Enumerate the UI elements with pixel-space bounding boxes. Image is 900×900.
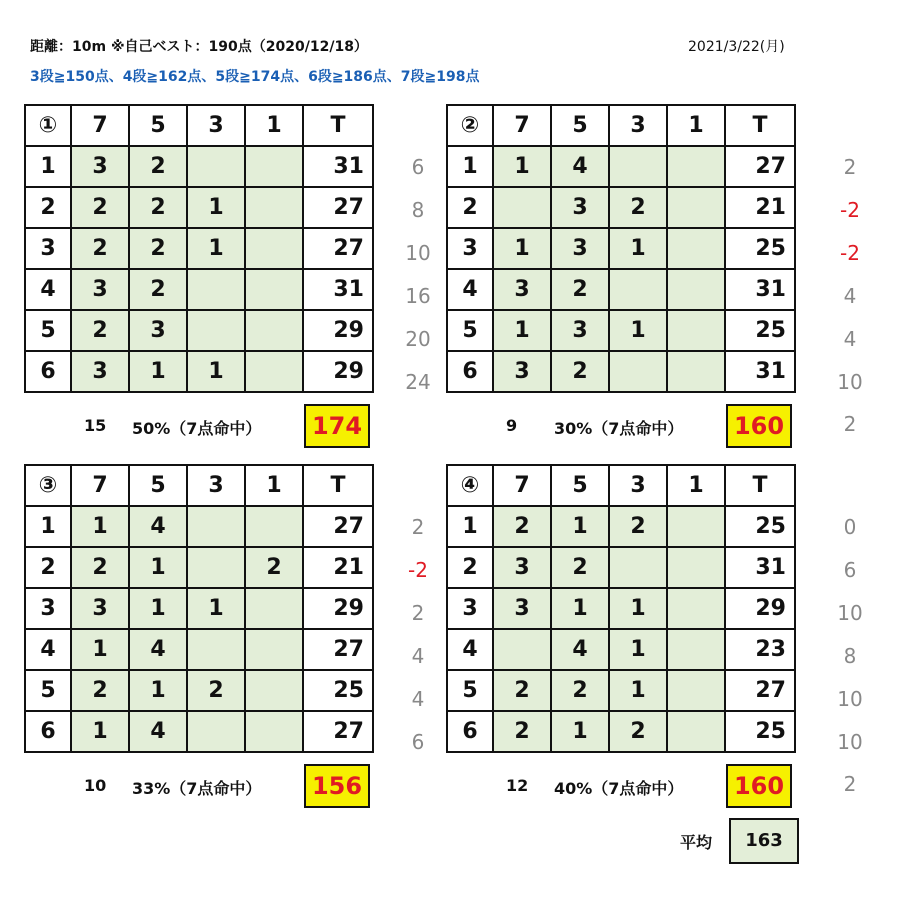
hit-count-3: 1 bbox=[609, 670, 667, 711]
end-number: 1 bbox=[447, 146, 493, 187]
round-label: ② bbox=[447, 105, 493, 146]
round-4-table bbox=[446, 464, 794, 753]
hit-count-1 bbox=[245, 351, 303, 392]
hit-count-7: 1 bbox=[71, 629, 129, 670]
end-total: 29 bbox=[303, 310, 373, 351]
hit-count-5: 2 bbox=[551, 269, 609, 310]
column-header: T bbox=[725, 105, 795, 146]
average-label: 平均 bbox=[680, 833, 713, 852]
hit-count-5: 3 bbox=[551, 228, 609, 269]
hit-count-5: 3 bbox=[551, 310, 609, 351]
hit-count-7: 3 bbox=[71, 588, 129, 629]
end-total: 29 bbox=[303, 351, 373, 392]
table-row bbox=[25, 310, 373, 351]
average-value: 163 bbox=[729, 818, 799, 864]
hit-count-7: 3 bbox=[493, 269, 551, 310]
hit-count-5: 1 bbox=[129, 588, 187, 629]
end-number: 2 bbox=[447, 187, 493, 228]
end-total: 31 bbox=[725, 547, 795, 588]
hit-count-5: 2 bbox=[129, 228, 187, 269]
end-total: 27 bbox=[303, 629, 373, 670]
hit-count-5: 3 bbox=[551, 187, 609, 228]
hit-count-7: 2 bbox=[71, 310, 129, 351]
hit-count-1 bbox=[245, 146, 303, 187]
hit-count-5: 4 bbox=[129, 629, 187, 670]
round-total: 156 bbox=[304, 764, 370, 808]
end-total: 27 bbox=[303, 506, 373, 547]
end-total: 27 bbox=[303, 711, 373, 752]
end-number: 6 bbox=[447, 351, 493, 392]
hit-count-1 bbox=[667, 711, 725, 752]
round-summary bbox=[24, 406, 372, 444]
total-difference: 2 bbox=[843, 412, 857, 436]
hit-count-1 bbox=[667, 547, 725, 588]
score-difference: 10 bbox=[837, 601, 863, 625]
hit-count-7: 3 bbox=[71, 146, 129, 187]
end-number: 3 bbox=[447, 588, 493, 629]
end-number: 3 bbox=[447, 228, 493, 269]
score-difference: 4 bbox=[843, 327, 857, 351]
end-number: 5 bbox=[25, 670, 71, 711]
hit-count-7: 3 bbox=[493, 351, 551, 392]
hit-count-7: 3 bbox=[493, 588, 551, 629]
end-total: 31 bbox=[725, 269, 795, 310]
hit-count-5: 2 bbox=[129, 269, 187, 310]
hit-count-3: 1 bbox=[187, 187, 245, 228]
table-row bbox=[25, 588, 373, 629]
column-header: 7 bbox=[493, 465, 551, 506]
end-total: 29 bbox=[725, 588, 795, 629]
hit-count-7: 2 bbox=[493, 670, 551, 711]
score-difference: 2 bbox=[411, 515, 425, 539]
end-number: 6 bbox=[25, 351, 71, 392]
hit-count-7 bbox=[493, 187, 551, 228]
hit-count-7: 2 bbox=[493, 506, 551, 547]
column-header: 7 bbox=[71, 465, 129, 506]
hit-count-1 bbox=[667, 351, 725, 392]
end-number: 6 bbox=[447, 711, 493, 752]
score-difference: 10 bbox=[837, 370, 863, 394]
hit-count-5: 1 bbox=[129, 547, 187, 588]
round-summary bbox=[446, 766, 794, 804]
hit-count-7: 3 bbox=[71, 351, 129, 392]
hit-count-3 bbox=[187, 711, 245, 752]
hit-count-7: 2 bbox=[71, 670, 129, 711]
hit-count-7: 3 bbox=[71, 269, 129, 310]
table-row bbox=[447, 711, 795, 752]
column-header: 1 bbox=[667, 105, 725, 146]
score-difference: 6 bbox=[411, 155, 425, 179]
round-total: 160 bbox=[726, 764, 792, 808]
end-number: 5 bbox=[447, 670, 493, 711]
hit-count-3: 1 bbox=[187, 228, 245, 269]
table-row bbox=[447, 187, 795, 228]
score-difference: 24 bbox=[405, 370, 431, 394]
rank-thresholds: 3段≧150点、4段≧162点、5段≧174点、6段≧186点、7段≧198点 bbox=[30, 69, 480, 85]
hit-count-7: 2 bbox=[493, 711, 551, 752]
hit-count-1 bbox=[667, 629, 725, 670]
score-difference: -2 bbox=[408, 558, 428, 582]
hit-count-3: 2 bbox=[609, 506, 667, 547]
hit-count-3 bbox=[609, 547, 667, 588]
hit-count-5: 4 bbox=[129, 711, 187, 752]
hit-count-1 bbox=[667, 310, 725, 351]
distance-header: 距離：10m ※自己ベスト：190点（2020/12/18） bbox=[30, 39, 368, 55]
score-difference: -2 bbox=[840, 198, 860, 222]
score-difference: 16 bbox=[405, 284, 431, 308]
end-number: 1 bbox=[447, 506, 493, 547]
end-number: 4 bbox=[447, 629, 493, 670]
end-total: 31 bbox=[303, 146, 373, 187]
hit-count-1 bbox=[667, 588, 725, 629]
round-label: ④ bbox=[447, 465, 493, 506]
hit-count-3 bbox=[609, 146, 667, 187]
seven-hit-count: 9 bbox=[506, 416, 518, 435]
column-header: 3 bbox=[187, 105, 245, 146]
hit-count-7: 2 bbox=[71, 547, 129, 588]
table-row bbox=[447, 351, 795, 392]
hit-count-7: 1 bbox=[71, 711, 129, 752]
hit-count-1 bbox=[667, 670, 725, 711]
total-difference: 2 bbox=[843, 772, 857, 796]
hit-count-3: 2 bbox=[609, 711, 667, 752]
hit-count-1 bbox=[245, 711, 303, 752]
column-header: 3 bbox=[187, 465, 245, 506]
score-difference: 4 bbox=[411, 687, 425, 711]
hit-count-5: 3 bbox=[129, 310, 187, 351]
seven-hit-rate: 33%（7点命中） bbox=[132, 779, 262, 798]
hit-count-1 bbox=[667, 146, 725, 187]
round-summary bbox=[24, 766, 372, 804]
hit-count-5: 1 bbox=[129, 670, 187, 711]
hit-count-1 bbox=[667, 269, 725, 310]
hit-count-3: 1 bbox=[609, 629, 667, 670]
column-header: 5 bbox=[551, 105, 609, 146]
hit-count-3 bbox=[187, 629, 245, 670]
table-header-row bbox=[447, 105, 795, 146]
hit-count-1 bbox=[245, 629, 303, 670]
table-row bbox=[447, 506, 795, 547]
hit-count-3: 1 bbox=[609, 588, 667, 629]
end-number: 6 bbox=[25, 711, 71, 752]
hit-count-1 bbox=[245, 310, 303, 351]
column-header: 7 bbox=[493, 105, 551, 146]
end-number: 1 bbox=[25, 506, 71, 547]
end-number: 5 bbox=[447, 310, 493, 351]
table-row bbox=[447, 547, 795, 588]
hit-count-5: 2 bbox=[551, 670, 609, 711]
table-row bbox=[447, 588, 795, 629]
hit-count-3 bbox=[187, 506, 245, 547]
hit-count-3: 1 bbox=[609, 310, 667, 351]
seven-hit-count: 15 bbox=[84, 416, 107, 435]
hit-count-7: 2 bbox=[71, 228, 129, 269]
hit-count-1 bbox=[245, 588, 303, 629]
hit-count-3 bbox=[609, 351, 667, 392]
date-label: 2021/3/22(月) bbox=[688, 39, 785, 55]
column-header: 5 bbox=[129, 105, 187, 146]
column-header: 5 bbox=[129, 465, 187, 506]
end-number: 5 bbox=[25, 310, 71, 351]
hit-count-3 bbox=[187, 146, 245, 187]
end-total: 27 bbox=[303, 187, 373, 228]
end-number: 2 bbox=[25, 187, 71, 228]
table-header-row bbox=[25, 105, 373, 146]
end-total: 29 bbox=[303, 588, 373, 629]
hit-count-3: 1 bbox=[187, 351, 245, 392]
hit-count-3 bbox=[187, 269, 245, 310]
hit-count-1 bbox=[667, 228, 725, 269]
end-total: 31 bbox=[725, 351, 795, 392]
end-total: 27 bbox=[725, 670, 795, 711]
end-total: 25 bbox=[725, 228, 795, 269]
score-difference: 6 bbox=[843, 558, 857, 582]
score-difference: 20 bbox=[405, 327, 431, 351]
round-2-table bbox=[446, 104, 794, 393]
end-total: 21 bbox=[303, 547, 373, 588]
score-difference: 10 bbox=[837, 687, 863, 711]
hit-count-1 bbox=[245, 670, 303, 711]
hit-count-1 bbox=[245, 506, 303, 547]
hit-count-3: 1 bbox=[609, 228, 667, 269]
hit-count-3 bbox=[187, 547, 245, 588]
end-total: 21 bbox=[725, 187, 795, 228]
hit-count-3: 1 bbox=[187, 588, 245, 629]
end-number: 4 bbox=[25, 629, 71, 670]
end-number: 1 bbox=[25, 146, 71, 187]
hit-count-5: 2 bbox=[129, 146, 187, 187]
hit-count-3: 2 bbox=[609, 187, 667, 228]
end-total: 25 bbox=[725, 711, 795, 752]
hit-count-7: 2 bbox=[71, 187, 129, 228]
table-row bbox=[447, 269, 795, 310]
table-row bbox=[447, 629, 795, 670]
hit-count-5: 4 bbox=[129, 506, 187, 547]
end-total: 25 bbox=[725, 506, 795, 547]
hit-count-1 bbox=[667, 187, 725, 228]
hit-count-5: 2 bbox=[551, 351, 609, 392]
table-row bbox=[447, 670, 795, 711]
score-difference: 2 bbox=[843, 155, 857, 179]
hit-count-5: 2 bbox=[129, 187, 187, 228]
round-total: 174 bbox=[304, 404, 370, 448]
score-difference: 8 bbox=[843, 644, 857, 668]
hit-count-1 bbox=[667, 506, 725, 547]
column-header: 3 bbox=[609, 465, 667, 506]
hit-count-5: 1 bbox=[551, 588, 609, 629]
column-header: T bbox=[303, 465, 373, 506]
hit-count-5: 4 bbox=[551, 629, 609, 670]
hit-count-5: 2 bbox=[551, 547, 609, 588]
hit-count-7: 1 bbox=[493, 146, 551, 187]
score-difference: 4 bbox=[843, 284, 857, 308]
score-difference: 6 bbox=[411, 730, 425, 754]
column-header: T bbox=[725, 465, 795, 506]
round-label: ③ bbox=[25, 465, 71, 506]
end-total: 25 bbox=[725, 310, 795, 351]
end-number: 3 bbox=[25, 228, 71, 269]
column-header: 5 bbox=[551, 465, 609, 506]
table-row bbox=[447, 310, 795, 351]
table-row bbox=[25, 670, 373, 711]
hit-count-1 bbox=[245, 269, 303, 310]
table-header-row bbox=[25, 465, 373, 506]
table-row bbox=[25, 228, 373, 269]
table-row bbox=[25, 629, 373, 670]
column-header: 7 bbox=[71, 105, 129, 146]
seven-hit-rate: 30%（7点命中） bbox=[554, 419, 684, 438]
seven-hit-count: 12 bbox=[506, 776, 529, 795]
end-number: 3 bbox=[25, 588, 71, 629]
hit-count-1: 2 bbox=[245, 547, 303, 588]
end-total: 27 bbox=[725, 146, 795, 187]
hit-count-7: 1 bbox=[493, 228, 551, 269]
score-difference: 10 bbox=[837, 730, 863, 754]
end-total: 31 bbox=[303, 269, 373, 310]
table-row bbox=[25, 146, 373, 187]
score-difference: 2 bbox=[411, 601, 425, 625]
hit-count-5: 1 bbox=[129, 351, 187, 392]
table-row bbox=[25, 711, 373, 752]
table-row bbox=[25, 351, 373, 392]
hit-count-1 bbox=[245, 228, 303, 269]
end-number: 2 bbox=[447, 547, 493, 588]
table-header-row bbox=[447, 465, 795, 506]
end-number: 4 bbox=[25, 269, 71, 310]
end-number: 2 bbox=[25, 547, 71, 588]
hit-count-7 bbox=[493, 629, 551, 670]
hit-count-7: 1 bbox=[493, 310, 551, 351]
end-total: 27 bbox=[303, 228, 373, 269]
table-row bbox=[25, 547, 373, 588]
table-row bbox=[447, 228, 795, 269]
end-total: 23 bbox=[725, 629, 795, 670]
column-header: 3 bbox=[609, 105, 667, 146]
seven-hit-count: 10 bbox=[84, 776, 107, 795]
end-number: 4 bbox=[447, 269, 493, 310]
round-1-table bbox=[24, 104, 372, 393]
hit-count-3 bbox=[609, 269, 667, 310]
end-total: 25 bbox=[303, 670, 373, 711]
score-difference: 4 bbox=[411, 644, 425, 668]
score-difference: -2 bbox=[840, 241, 860, 265]
hit-count-5: 1 bbox=[551, 711, 609, 752]
hit-count-3 bbox=[187, 310, 245, 351]
hit-count-1 bbox=[245, 187, 303, 228]
hit-count-7: 1 bbox=[71, 506, 129, 547]
round-total: 160 bbox=[726, 404, 792, 448]
table-row bbox=[447, 146, 795, 187]
hit-count-3: 2 bbox=[187, 670, 245, 711]
hit-count-5: 1 bbox=[551, 506, 609, 547]
table-row bbox=[25, 187, 373, 228]
column-header: 1 bbox=[245, 105, 303, 146]
table-row bbox=[25, 269, 373, 310]
seven-hit-rate: 50%（7点命中） bbox=[132, 419, 262, 438]
column-header: 1 bbox=[245, 465, 303, 506]
hit-count-5: 4 bbox=[551, 146, 609, 187]
hit-count-7: 3 bbox=[493, 547, 551, 588]
seven-hit-rate: 40%（7点命中） bbox=[554, 779, 684, 798]
round-summary bbox=[446, 406, 794, 444]
column-header: 1 bbox=[667, 465, 725, 506]
round-3-table bbox=[24, 464, 372, 753]
score-difference: 0 bbox=[843, 515, 857, 539]
column-header: T bbox=[303, 105, 373, 146]
score-difference: 10 bbox=[405, 241, 431, 265]
table-row bbox=[25, 506, 373, 547]
round-label: ① bbox=[25, 105, 71, 146]
score-difference: 8 bbox=[411, 198, 425, 222]
